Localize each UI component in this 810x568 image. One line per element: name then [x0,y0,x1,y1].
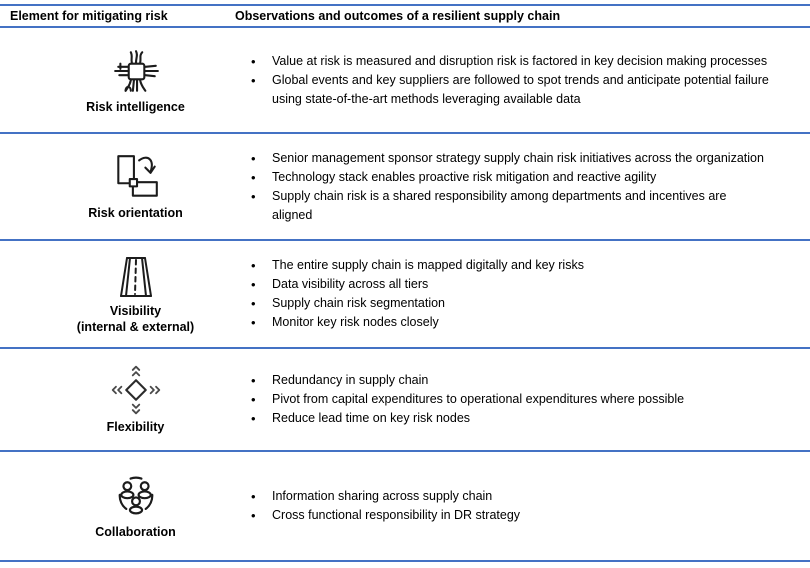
bullet-item: • Senior management sponsor strategy supply chain risk initiatives across the organization [235,149,770,168]
bullet-list [235,256,584,332]
observations-cell [235,349,810,450]
risk-elements-table [0,4,810,562]
element-cell [0,452,235,560]
row-label: Collaboration [95,524,176,539]
table-body [0,28,810,562]
row-label: Visibility [109,303,162,318]
element-cell [0,241,235,347]
bullet-item: • Supply chain risk segmentation [235,294,584,313]
observations-cell [235,452,810,560]
chip-icon [111,46,161,96]
row-label: Flexibility [106,420,165,434]
row-label: Risk orientation [88,206,183,220]
row-sublabel: (internal & external) [76,319,195,334]
table-row [0,28,810,134]
bullet-list [235,52,770,109]
column-header-element: Element for mitigating risk [10,9,168,23]
table-row [0,349,810,452]
observations-cell [235,134,810,239]
bullet-item: • The entire supply chain is mapped digitally and key risks [235,256,584,275]
road-icon [111,254,161,300]
bullet-list [235,149,770,225]
column-header-observations: Observations and outcomes of a resilient supply chain [235,9,561,23]
row-label: Risk intelligence [86,99,185,114]
table-row [0,241,810,349]
people-circle-icon [110,473,162,521]
bullet-item: • Global events and key suppliers are followed to spot trends and anticipate potential failure using state-of-the-art methods leveraging available data [235,71,770,109]
expand-diamond-icon [110,364,162,416]
bullet-item: • Supply chain risk is a shared responsibility among departments and incentives are aligned [235,187,770,225]
element-cell [0,28,235,132]
rotate-rectangles-icon [110,152,162,202]
bullet-list [235,371,684,428]
bullet-item: • Value at risk is measured and disruption risk is factored in key decision making processes [235,52,770,71]
bullet-item: • Data visibility across all tiers [235,275,584,294]
bullet-item: • Technology stack enables proactive risk mitigation and reactive agility [235,168,770,187]
observations-cell [235,28,810,132]
bullet-item: • Redundancy in supply chain [235,371,684,390]
bullet-item: • Pivot from capital expenditures to operational expenditures where possible [235,390,684,409]
bullet-list [235,487,520,525]
element-cell [0,134,235,239]
bullet-item: • Information sharing across supply chain [235,487,520,506]
table-row [0,134,810,241]
bullet-item: • Cross functional responsibility in DR strategy [235,506,520,525]
element-cell [0,349,235,450]
bullet-item: • Reduce lead time on key risk nodes [235,409,684,428]
observations-cell [235,241,810,347]
table-row [0,452,810,562]
table-header-row [0,6,810,28]
bullet-item: • Monitor key risk nodes closely [235,313,584,332]
